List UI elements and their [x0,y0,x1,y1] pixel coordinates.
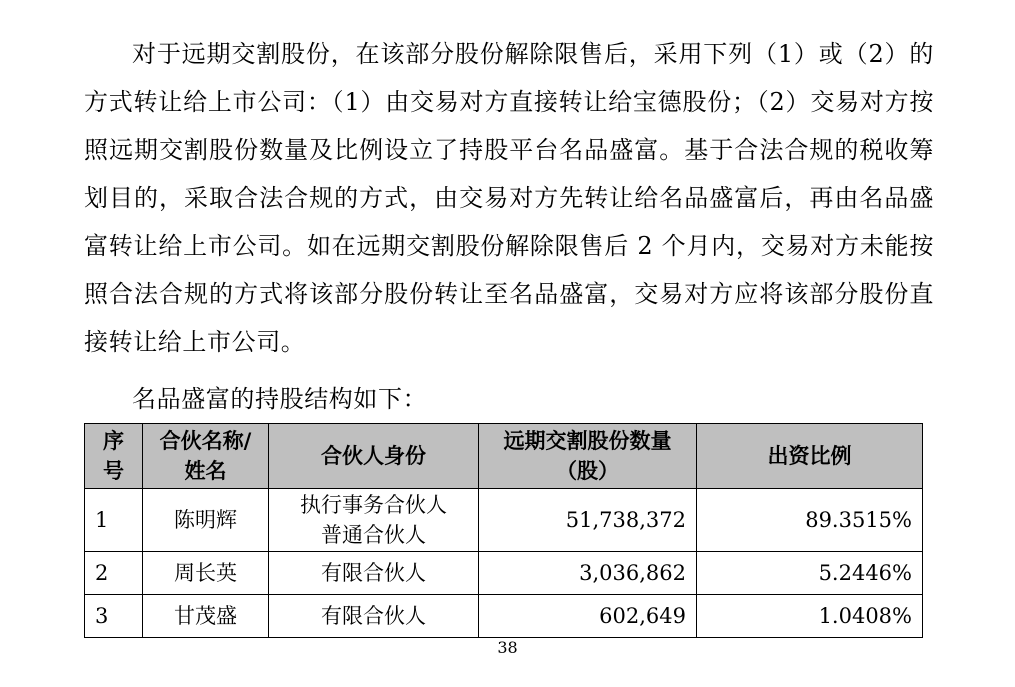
cell-role: 有限合伙人 [269,552,479,595]
table-row [85,595,923,638]
header-shares [479,424,697,489]
shareholding-table [84,423,923,638]
table-row [85,489,923,552]
body-paragraph: 对于远期交割股份，在该部分股份解除限售后，采用下列（1）或（2）的方式转让给上市公司：（1）由交易对方直接转让给宝德股份；（2）交易对方按照远期交割股份数量及比例设立了持股平台名品盛富。基于合法合规的税收筹划目的，采取合法合规的方式，由交易对方先转让给名品盛富后，再由名品盛富转让给上市公司。如在远期交割股份解除限售后 2 个月内，交易对方未能按照合法合规的方式将该部分股份转让至名品盛富，交易对方应将该部分股份直接转让给上市公司。 [84,40,934,356]
cell-role-line2: 普通合伙人 [321,523,426,547]
header-shares-line2: （股） [556,459,619,483]
cell-ratio: 89.3515% [697,489,923,552]
cell-role-line1: 执行事务合伙人 [300,493,447,517]
cell-name: 甘茂盛 [143,595,269,638]
cell-role: 有限合伙人 [269,595,479,638]
header-shares-line1: 远期交割股份数量 [503,429,672,453]
table-row [85,552,923,595]
table-header-row [85,424,923,489]
cell-role [269,489,479,552]
header-name-line1: 合伙名称/ [159,429,252,453]
header-name [143,424,269,489]
header-name-line2: 姓名 [184,459,227,483]
header-index [85,424,143,489]
page-number: 38 [497,638,518,657]
table-intro: 名品盛富的持股结构如下： [132,385,428,413]
cell-shares: 3,036,862 [479,552,697,595]
cell-ratio: 5.2446% [697,552,923,595]
header-role: 合伙人身份 [269,424,479,489]
header-index-line2: 号 [103,459,124,483]
header-index-line1: 序 [103,429,124,453]
cell-ratio: 1.0408% [697,595,923,638]
cell-index: 1 [85,489,143,552]
cell-name: 周长英 [143,552,269,595]
cell-name: 陈明辉 [143,489,269,552]
cell-shares: 51,738,372 [479,489,697,552]
cell-shares: 602,649 [479,595,697,638]
cell-index: 3 [85,595,143,638]
header-ratio: 出资比例 [697,424,923,489]
cell-index: 2 [85,552,143,595]
